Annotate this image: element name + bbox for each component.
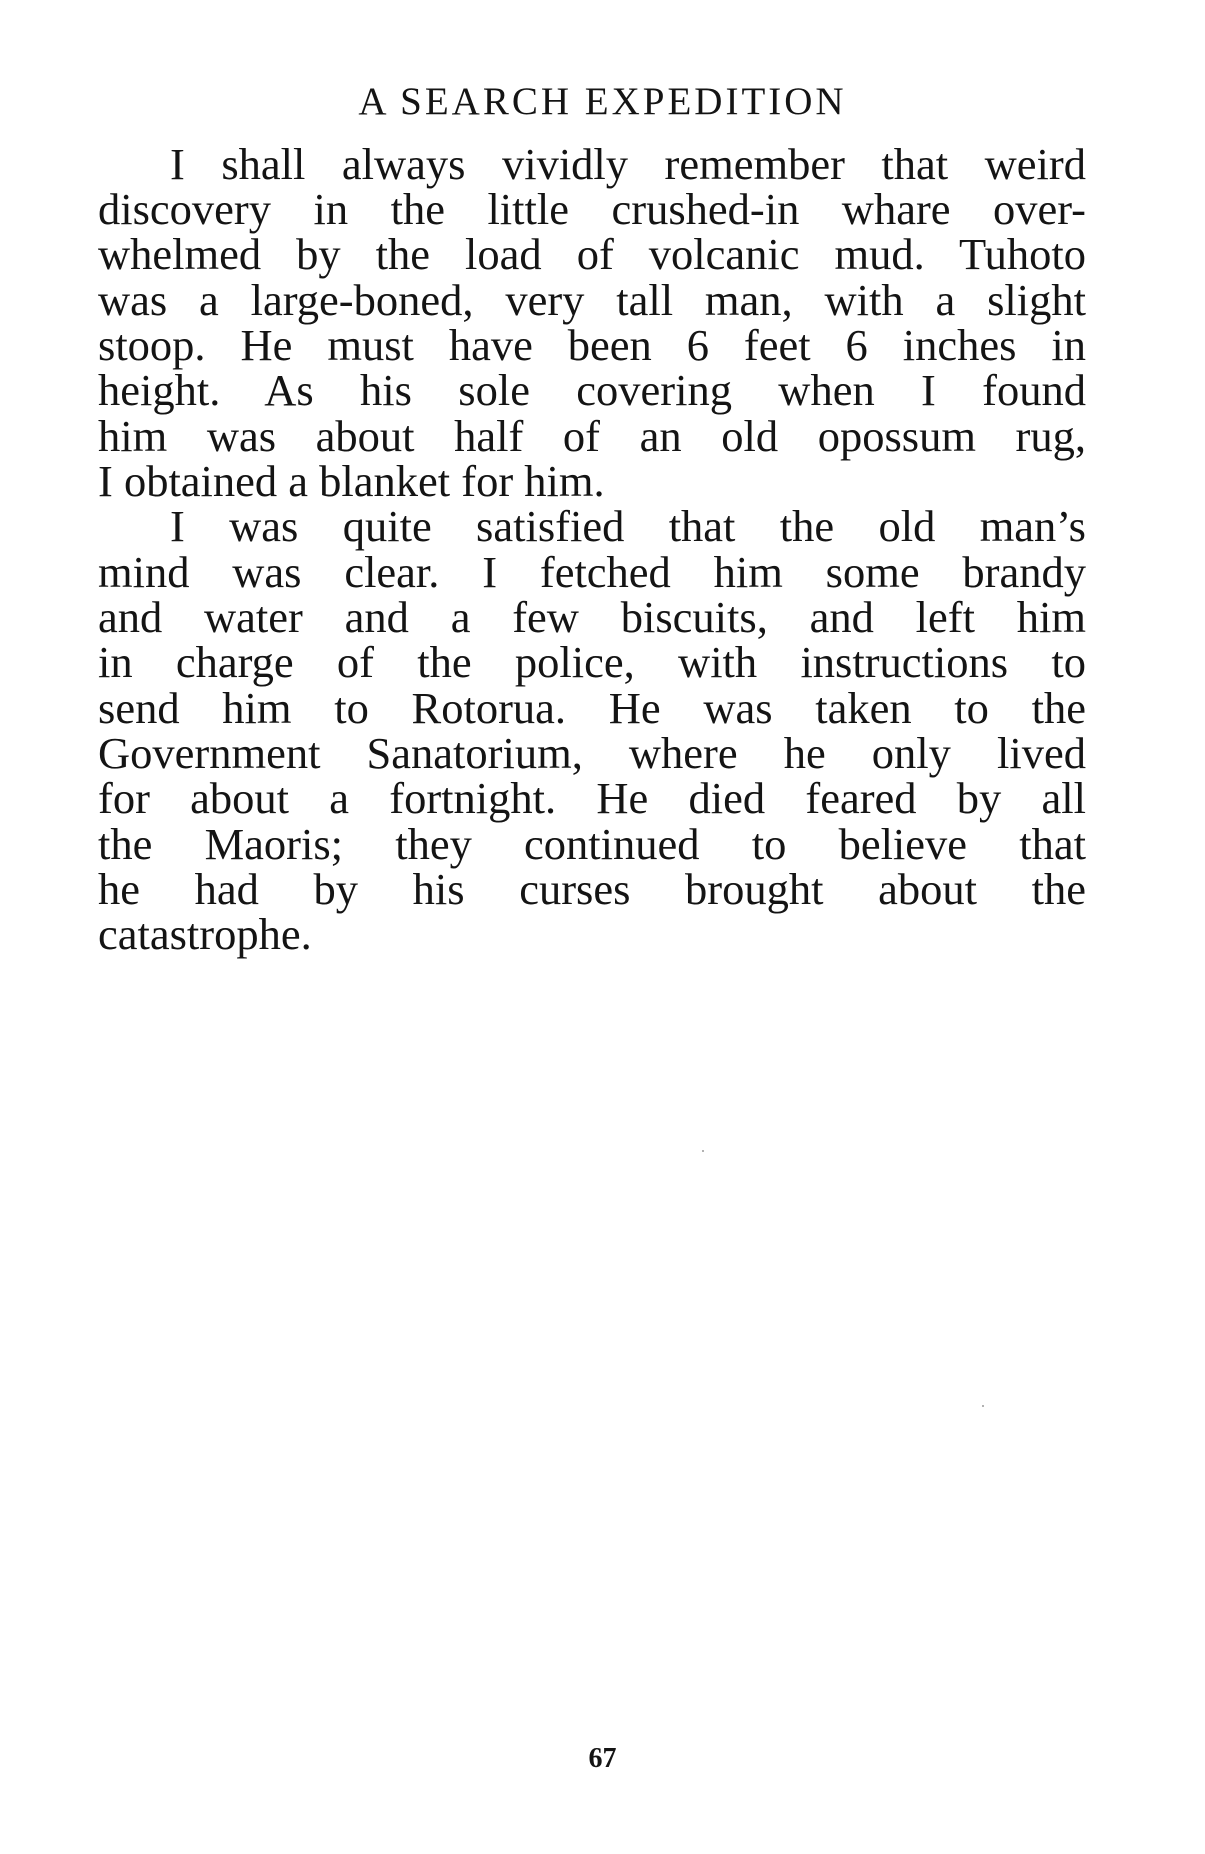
- paragraph-1-line: him was about half of an old opossum rug,: [98, 411, 1086, 461]
- scan-speck: [982, 1405, 984, 1407]
- paragraph-1-line: stoop. He must have been 6 feet 6 inches in: [98, 320, 1086, 370]
- page-number: 67: [588, 1743, 617, 1774]
- paragraph-2-line: send him to Rotorua. He was taken to the: [98, 683, 1086, 733]
- paragraph-1-line: discovery in the little crushed-in whare over-: [98, 184, 1086, 234]
- paragraph-2-line: and water and a few biscuits, and left him: [98, 592, 1086, 642]
- paragraph-2-line: mind was clear. I fetched him some brandy: [98, 547, 1086, 597]
- paragraph-1-line: I shall always vividly remember that weird: [170, 139, 1086, 189]
- paragraph-2-line: Government Sanatorium, where he only lived: [98, 728, 1086, 778]
- scan-speck: [702, 1150, 704, 1152]
- paragraph-1-line: whelmed by the load of volcanic mud. Tuhoto: [98, 229, 1086, 279]
- paragraph-1-line: height. As his sole covering when I found: [98, 365, 1086, 415]
- paragraph-2-line: he had by his curses brought about the: [98, 864, 1086, 914]
- paragraph-2-line: for about a fortnight. He died feared by all: [98, 773, 1086, 823]
- paragraph-2-line: I was quite satisfied that the old man’s: [170, 501, 1086, 551]
- running-head: A SEARCH EXPEDITION: [358, 80, 847, 123]
- paragraph-1-line: was a large-boned, very tall man, with a slight: [98, 275, 1086, 325]
- paragraph-2-line: in charge of the police, with instructions to: [98, 637, 1086, 687]
- paragraph-2-line: the Maoris; they continued to believe that: [98, 819, 1086, 869]
- paragraph-2-line: catastrophe.: [98, 909, 312, 959]
- paragraph-1-line: I obtained a blanket for him.: [98, 456, 605, 506]
